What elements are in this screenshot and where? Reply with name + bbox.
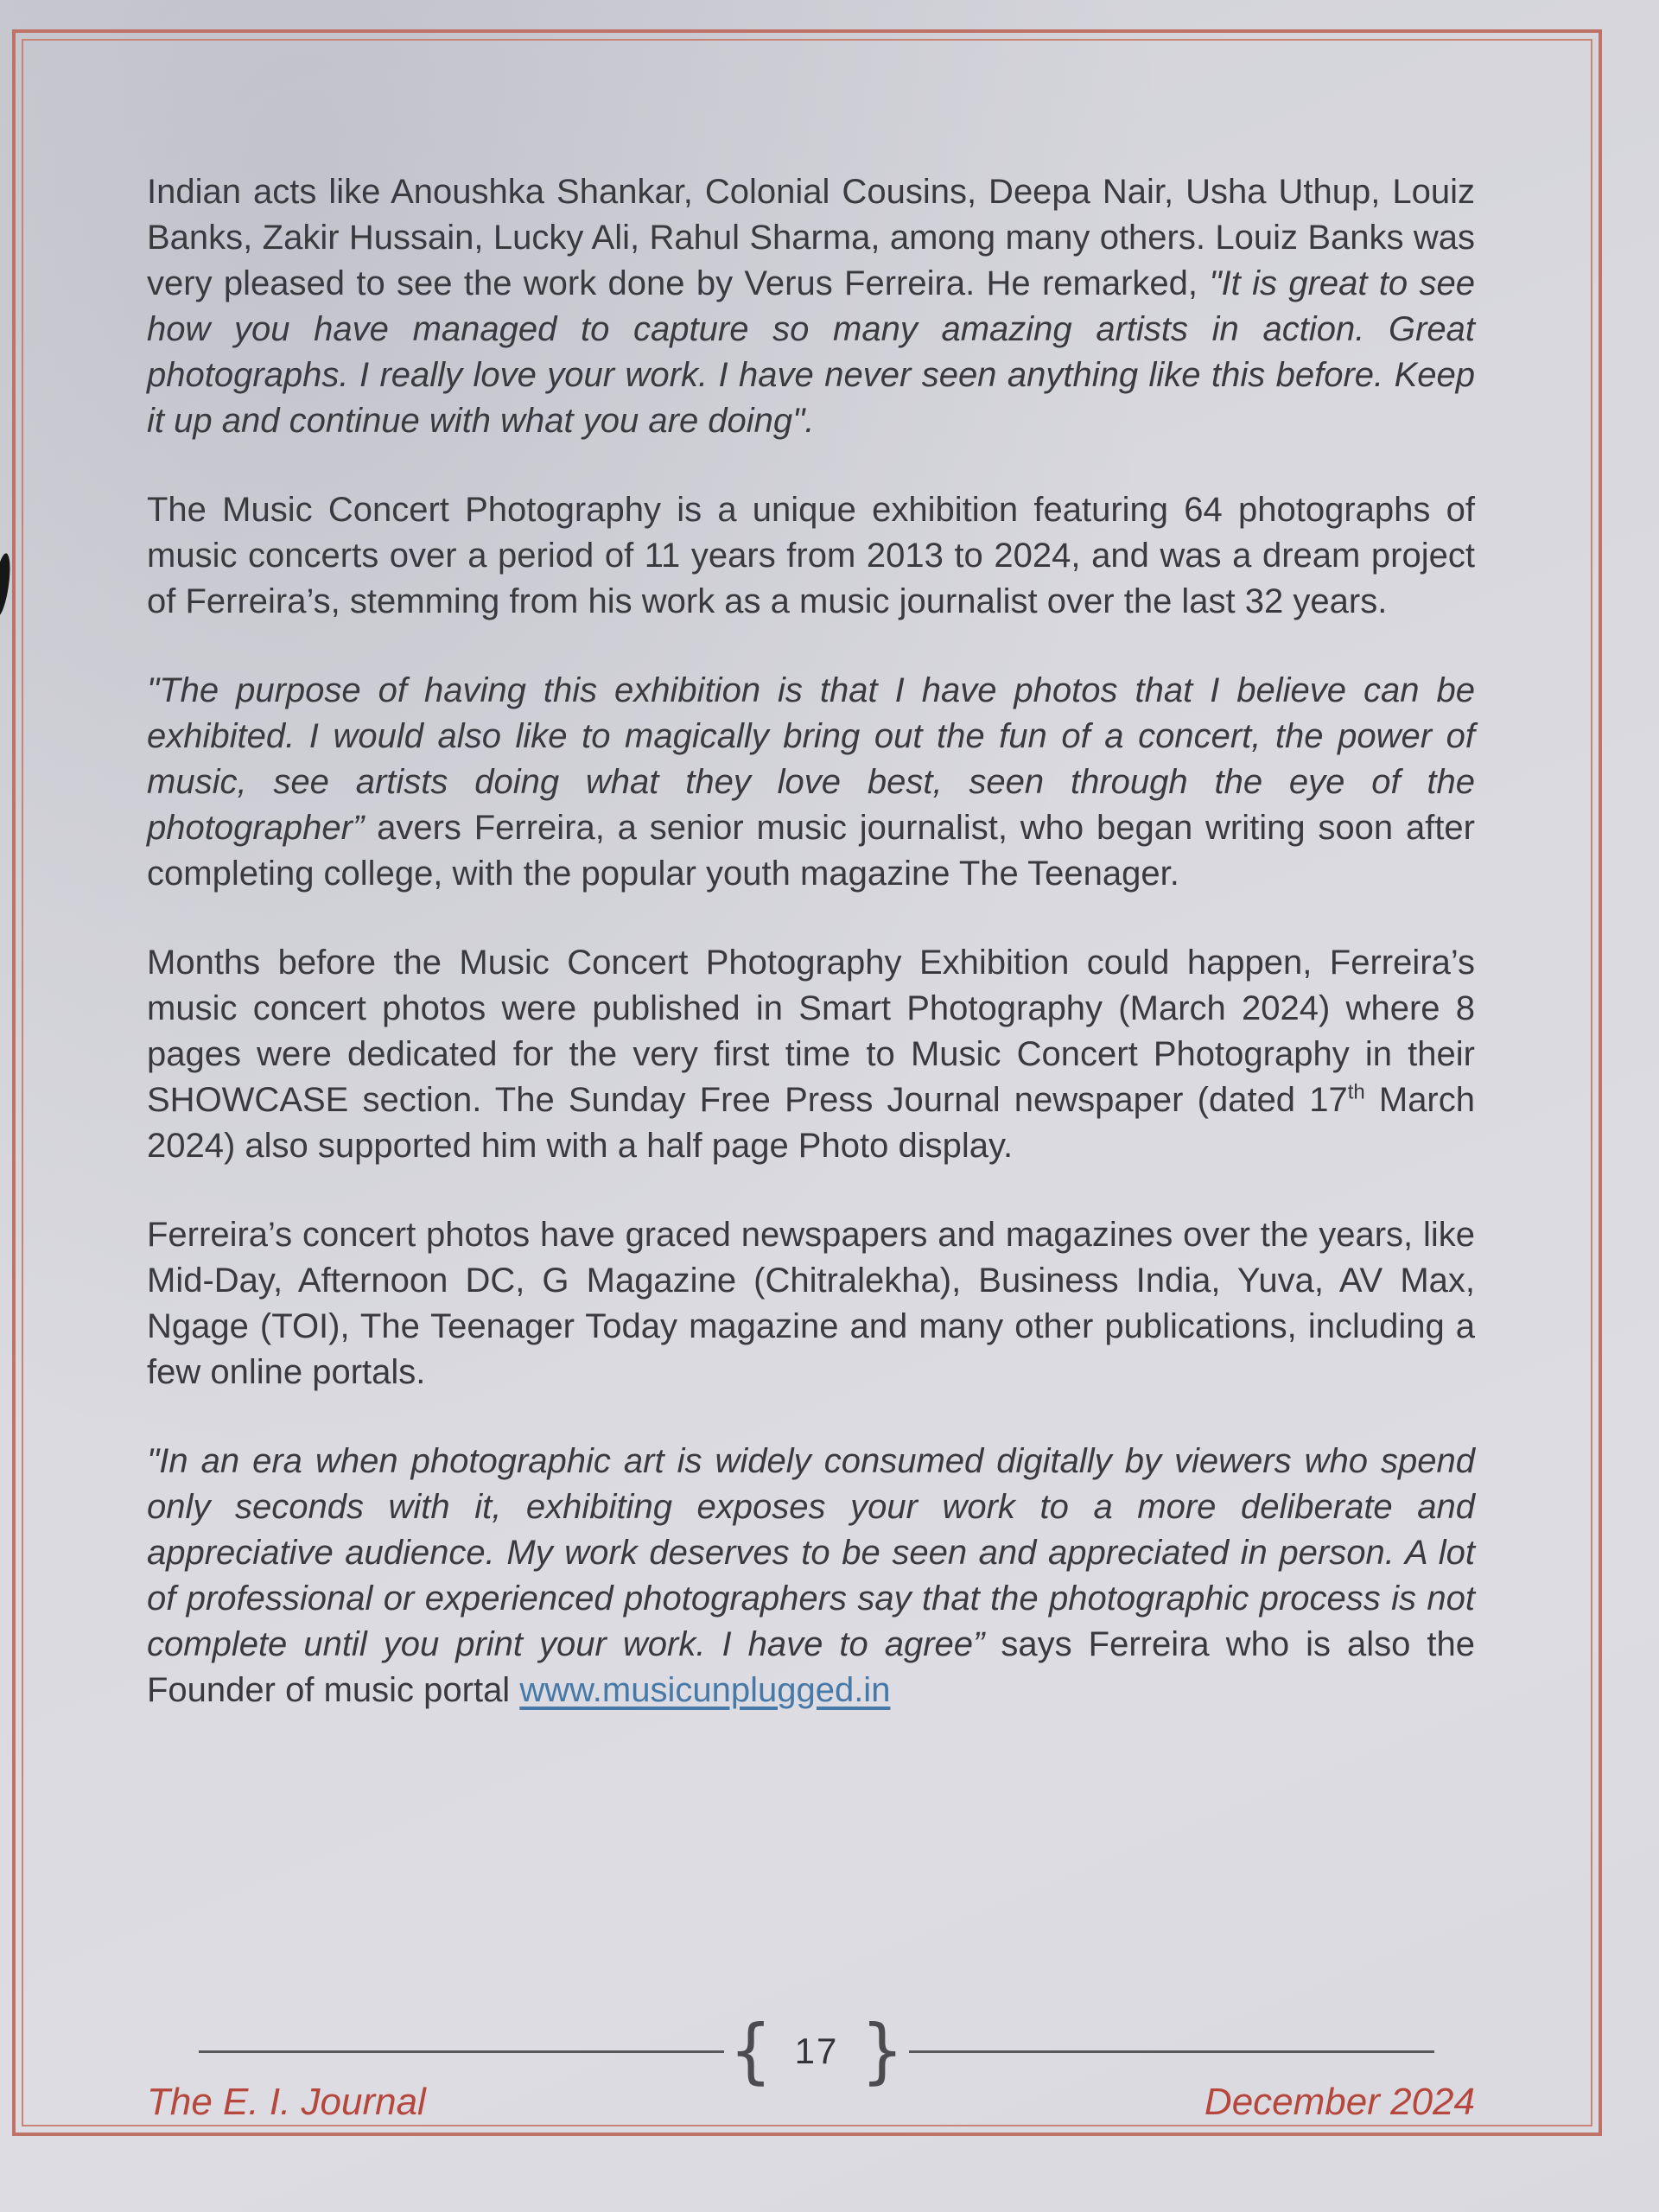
paragraph-months-before	[147, 940, 1475, 1169]
quote-ferreira-print: "In an era when photographic art is widely consumed digitally by viewers who spend only seconds with it, exhibiting exposes your work to a more deliberate and appreciative audience. My work deserves to be seen and appreciated in person. A lot of professional or experienced photographers say that the photographic process is not complete until you print your work. I have to agree”	[147, 1442, 1475, 1663]
journal-name: The E. I. Journal	[147, 2081, 426, 2123]
paragraph-text: Indian acts like Anoushka Shankar, Colonial Cousins, Deepa Nair, Usha Uthup, Louiz Banks, Zakir Hussain, Lucky Ali, Rahul Sharma, among many others. Louiz Banks was very pleased to see the work done by Verus Ferreira. He remarked,	[147, 173, 1475, 302]
paragraph-indian-acts	[147, 169, 1475, 444]
paragraph-text: March 2024) also supported him with a half page Photo display.	[147, 1081, 1476, 1165]
paragraph-text: says Ferreira who is also the Founder of music portal	[147, 1625, 1475, 1709]
paragraph-purpose-quote	[147, 668, 1475, 897]
ordinal-superscript: th	[1347, 1080, 1365, 1104]
page-number-bracket-right: }	[861, 2010, 904, 2093]
page-number: 17	[794, 2031, 839, 2071]
paragraph-text: Months before the Music Concert Photography Exhibition could happen, Ferreira’s music concert photos were published in Smart Photography (March 2024) where 8 pages were dedicated for the very first time to Music Concert Photography in their SHOWCASE section. The Sunday Free Press Journal newspaper (dated 17	[147, 944, 1475, 1119]
quote-ferreira-purpose: "The purpose of having this exhibition is that I have photos that I believe can be exhibited. I would also like to magically bring out the fun of a concert, the power of music, see artists doing what they love best, seen through the eye of the photographer”	[147, 671, 1475, 847]
paragraph-exhibition-overview	[147, 487, 1475, 625]
footer-meta	[147, 2081, 1475, 2124]
paragraph-text: avers Ferreira, a senior music journalist, who began writing soon after completing college, with the popular youth magazine The Teenager.	[147, 809, 1475, 893]
quote-louiz-banks: "It is great to see how you have managed to capture so many amazing artists in action. Great photographs. I really love your work. I have never seen anything like this before. Keep it up and continue with what you are doing".	[147, 264, 1475, 440]
paragraph-text: The Music Concert Photography is a unique exhibition featuring 64 photographs of music concerts over a period of 11 years from 2013 to 2024, and was a dream project of Ferreira’s, stemming from his work as a music journalist over the last 32 years.	[147, 491, 1475, 620]
paragraph-print-quote	[147, 1439, 1475, 1713]
footer-rule-right	[909, 2050, 1434, 2053]
article-body	[147, 169, 1475, 1757]
paragraph-publications	[147, 1212, 1475, 1395]
footer-rule-left	[199, 2050, 724, 2053]
page-number-bracket-left: {	[729, 2010, 772, 2093]
paragraph-text: Ferreira’s concert photos have graced newspapers and magazines over the years, like Mid-Day, Afternoon DC, G Magazine (Chitralekha), Business India, Yuva, AV Max, Ngage (TOI), The Teenager Today magazine and many other publications, including a few online portals.	[147, 1216, 1475, 1391]
issue-date: December 2024	[1204, 2081, 1475, 2123]
musicunplugged-link[interactable]: www.musicunplugged.in	[519, 1671, 891, 1709]
paper-edge-mark	[0, 552, 13, 618]
